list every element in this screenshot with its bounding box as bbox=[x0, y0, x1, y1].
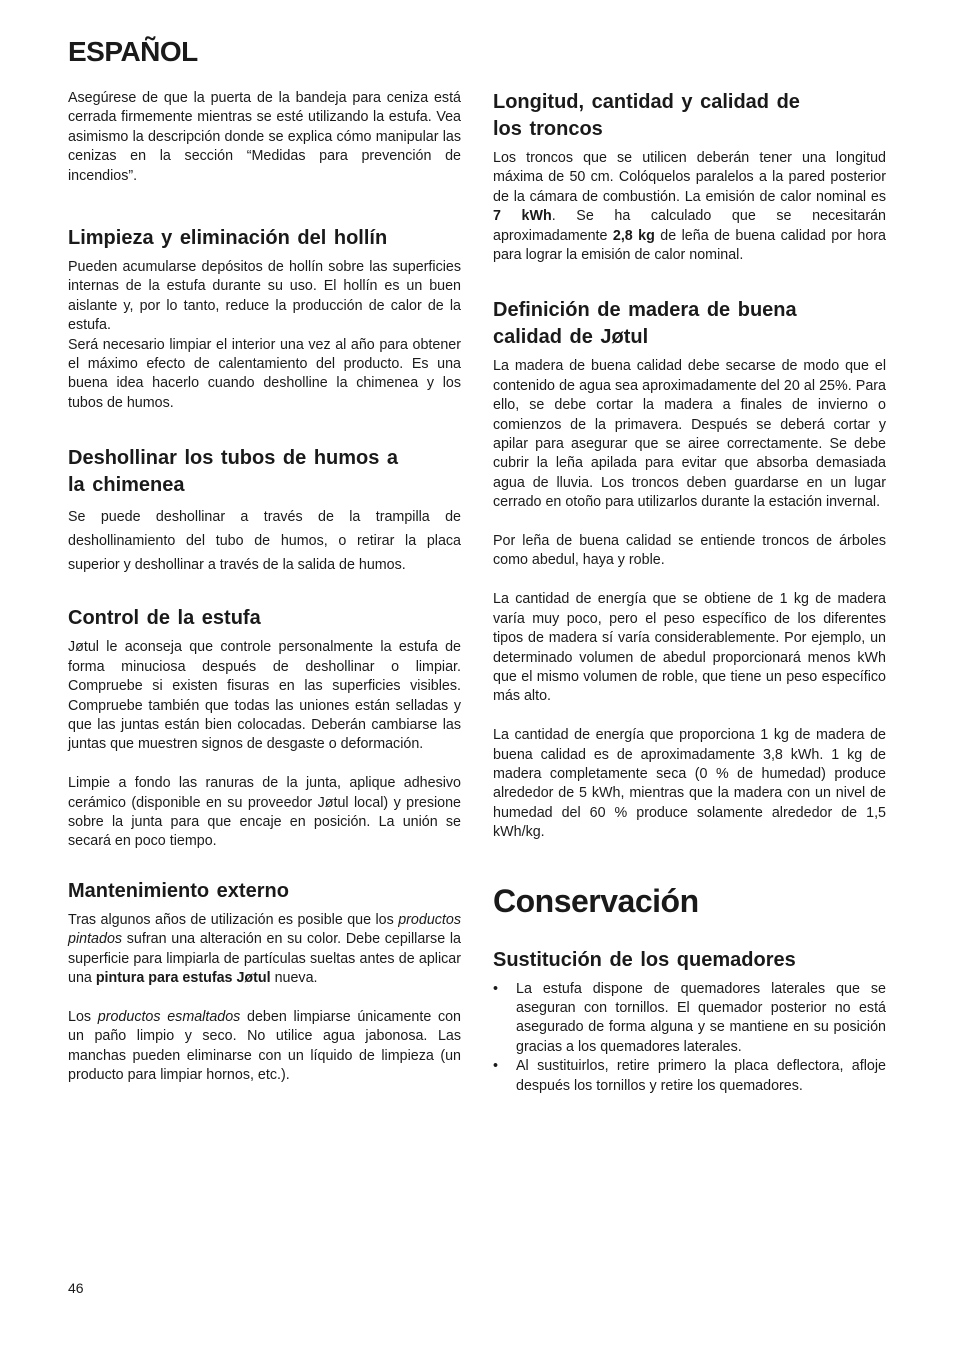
definicion-paragraph-2: Por leña de buena calidad se entiende troncos de árboles como abedul, haya y roble. bbox=[493, 533, 886, 569]
list-item: • La estufa dispone de quemadores laterales que se aseguran con tornillos. El quemador posterior no está asegurado de forma alguna y se mantiene en su posición gracias a los quemadores laterales. bbox=[493, 980, 886, 1058]
left-column bbox=[68, 89, 461, 1085]
page-header-language: ESPAÑOL bbox=[68, 36, 198, 67]
control-paragraph-2: Limpie a fondo las ranuras de la junta, aplique adhesivo cerámico (disponible en su proveedor Jøtul local) y presione sobre la junta para que encaje en posición. La unión se secará en poco tiempo. bbox=[68, 775, 461, 850]
sustitucion-list bbox=[493, 980, 886, 1096]
longitud-paragraph: Los troncos que se utilicen deberán tener una longitud máxima de 50 cm. Colóquelos paralelos a la pared posterior de la cámara de combustión. La emisión de calor nominal es 7 kWh. Se ha calculado que se necesitarán aproximadamente 2,8 kg de leña de buena calidad por hora para lograr la emisión de calor nominal. bbox=[493, 150, 886, 264]
definicion-paragraph-3: La cantidad de energía que se obtiene de 1 kg de madera varía muy poco, pero el peso específico de los diferentes tipos de madera sí varía considerablemente. Por ejemplo, un determinado volumen de abedul proporcionará menos kWh que el mismo volumen de roble, que tiene un peso específico más alto. bbox=[493, 591, 886, 705]
section-title-longitud: Longitud, cantidad y calidad de los troncos bbox=[493, 91, 800, 140]
list-item: • Al sustituirlos, retire primero la placa deflectora, afloje después los tornillos y retire los quemadores. bbox=[493, 1057, 886, 1096]
section-title-definicion: Definición de madera de buena calidad de Jøtul bbox=[493, 299, 797, 349]
intro-paragraph: Asegúrese de que la puerta de la bandeja para ceniza está cerrada firmemente mientras se esté utilizando la estufa. Vea asimismo la descripción donde se explica cómo manipular las cenizas en la sección “Medidas para prevención de incendios”. bbox=[68, 90, 461, 184]
section-title-mantenimiento: Mantenimiento externo bbox=[68, 879, 289, 902]
section-title-sustitucion: Sustitución de los quemadores bbox=[493, 948, 796, 971]
definicion-paragraph-4: La cantidad de energía que proporciona 1 kg de madera de buena calidad es de aproximadamente 3,8 kWh. 1 kg de madera completamente seca (0 % de humedad) produce alrededor de 5 kWh, mientras que la madera con un nivel de humedad del 60 % produce solamente alrededor de 1,5 kWh/kg. bbox=[493, 727, 886, 841]
right-column bbox=[493, 89, 886, 1096]
main-title-conservacion: Conservación bbox=[493, 882, 699, 919]
deshollinar-paragraph: Se puede deshollinar a través de la trampilla de deshollinamiento del tubo de humos, o retirar la placa superior y deshollinar a través de la salida de humos. bbox=[68, 509, 461, 574]
section-title-deshollinar: Deshollinar los tubos de humos a la chimenea bbox=[68, 447, 399, 497]
control-paragraph-1: Jøtul le aconseja que controle personalmente la estufa de forma minuciosa después de deshollinar o limpiar. Compruebe si existen fisuras en las superficies visibles. Compruebe también que todas las uniones están selladas y que las juntas están bien colocadas. Deberán cambiarse las juntas que muestren signos de desgaste o deformación. bbox=[68, 639, 461, 753]
limpieza-paragraph-1: Pueden acumularse depósitos de hollín sobre las superficies internas de la estufa durante su uso. El hollín es un buen aislante y, por lo tanto, reduce la producción de calor de la estufa. bbox=[68, 259, 461, 334]
section-title-limpieza: Limpieza y eliminación del hollín bbox=[68, 227, 388, 250]
limpieza-paragraph-2: Será necesario limpiar el interior una vez al año para obtener el máximo efecto de calentamiento del producto. Es una buena idea hacerlo cuando desholline la chimenea y los tubos de humos. bbox=[68, 336, 461, 411]
mantenimiento-paragraph-2: Los productos esmaltados deben limpiarse únicamente con un paño limpio y seco. No utilice agua jabonosa. Las manchas pueden eliminarse con un líquido de limpieza (un producto para limpiar hornos, etc.). bbox=[68, 1008, 462, 1083]
page-number: 46 bbox=[68, 1280, 84, 1296]
mantenimiento-paragraph-1: Tras algunos años de utilización es posible que los productos pintados sufran una alteración en su color. Debe cepillarse la superficie para limpiarla de partículas sueltas antes de aplicar una pintura para estufas Jøtul nueva. bbox=[68, 911, 461, 986]
section-title-control: Control de la estufa bbox=[68, 607, 261, 630]
definicion-paragraph-1: La madera de buena calidad debe secarse de modo que el contenido de agua sea aproximadamente del 20 al 25%. Para ello, se debe cortar la madera a finales de invierno o comienzos de la primavera. Después se deberá cortar y apilar para asegurar que se airee correctamente. Se debe cubrir la leña apilada para evitar que absorba demasiada agua de lluvia. Los troncos deben guardarse en un lugar cerrado en otoño para utilizarlos durante la estación invernal. bbox=[493, 358, 886, 511]
